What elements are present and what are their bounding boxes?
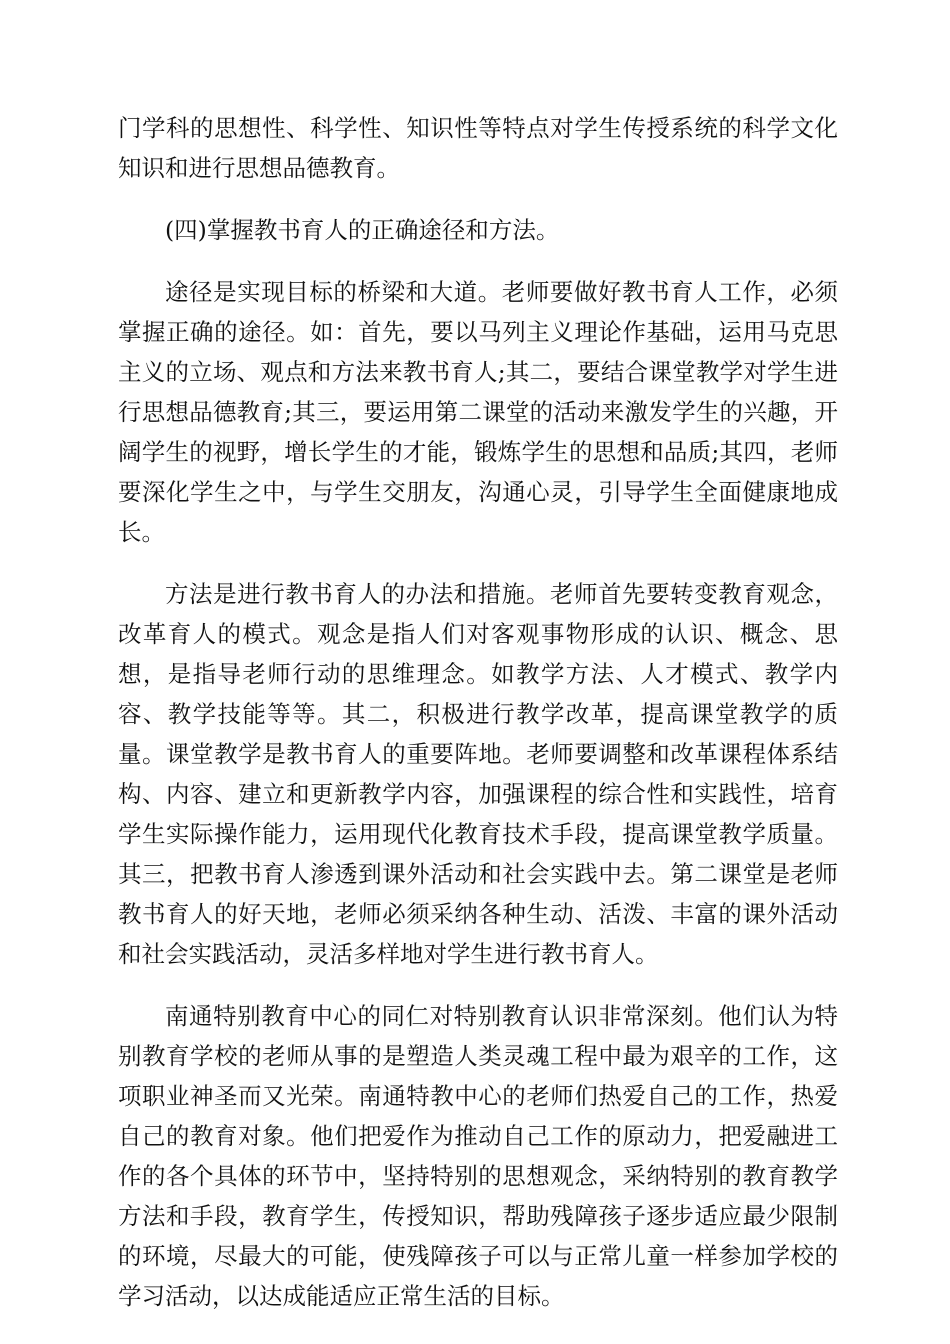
paragraph-method: 方法是进行教书育人的办法和措施。老师首先要转变教育观念，改革育人的模式。观念是指人们对客观事物形成的认识、概念、思想，是指导老师行动的思维理念。如教学方法、人才模式、教学内容、教学技能等等。其二，积极进行教学改革，提高课堂教学的质量。课堂教学是教书育人的重要阵地。老师要调整和改革课程体系结构、内容、建立和更新教学内容，加强课程的综合性和实践性，培育学生实际操作能力，运用现代化教育技术手段，提高课堂教学质量。其三，把教书育人渗透到课外活动和社会实践中去。第二课堂是老师教书育人的好天地，老师必须采纳各种生动、活泼、丰富的课外活动和社会实践活动，灵活多样地对学生进行教书育人。 xyxy=(118,580,838,968)
paragraph-nantong: 南通特别教育中心的同仁对特别教育认识非常深刻。他们认为特别教育学校的老师从事的是塑造人类灵魂工程中最为艰辛的工作，这项职业神圣而又光荣。南通特教中心的老师们热爱自己的工作，热爱自己的教育对象。他们把爱作为推动自己工作的原动力，把爱融进工作的各个具体的环节中，坚持特别的思想观念，采纳特别的教育教学方法和手段，教育学生，传授知识，帮助残障孩子逐步适应最少限制的环境，尽最大的可能，使残障孩子可以与正常儿童一样参加学校的学习活动，以达成能适应正常生活的目标。 xyxy=(118,1002,838,1310)
paragraph-continued: 门学科的思想性、科学性、知识性等特点对学生传授系统的科学文化知识和进行思想品德教育。 xyxy=(118,114,838,182)
section-heading: (四)掌握教书育人的正确途径和方法。 xyxy=(165,216,560,244)
paragraph-approach: 途径是实现目标的桥梁和大道。老师要做好教书育人工作，必须掌握正确的途径。如：首先，要以马列主义理论作基础，运用马克思主义的立场、观点和方法来教书育人;其二，要结合课堂教学对学生进行思想品德教育;其三，要运用第二课堂的活动来激发学生的兴趣，开阔学生的视野，增长学生的才能，锻炼学生的思想和品质;其四，老师要深化学生之中，与学生交朋友，沟通心灵，引导学生全面健康地成长。 xyxy=(118,278,838,546)
document-body xyxy=(118,108,838,1338)
